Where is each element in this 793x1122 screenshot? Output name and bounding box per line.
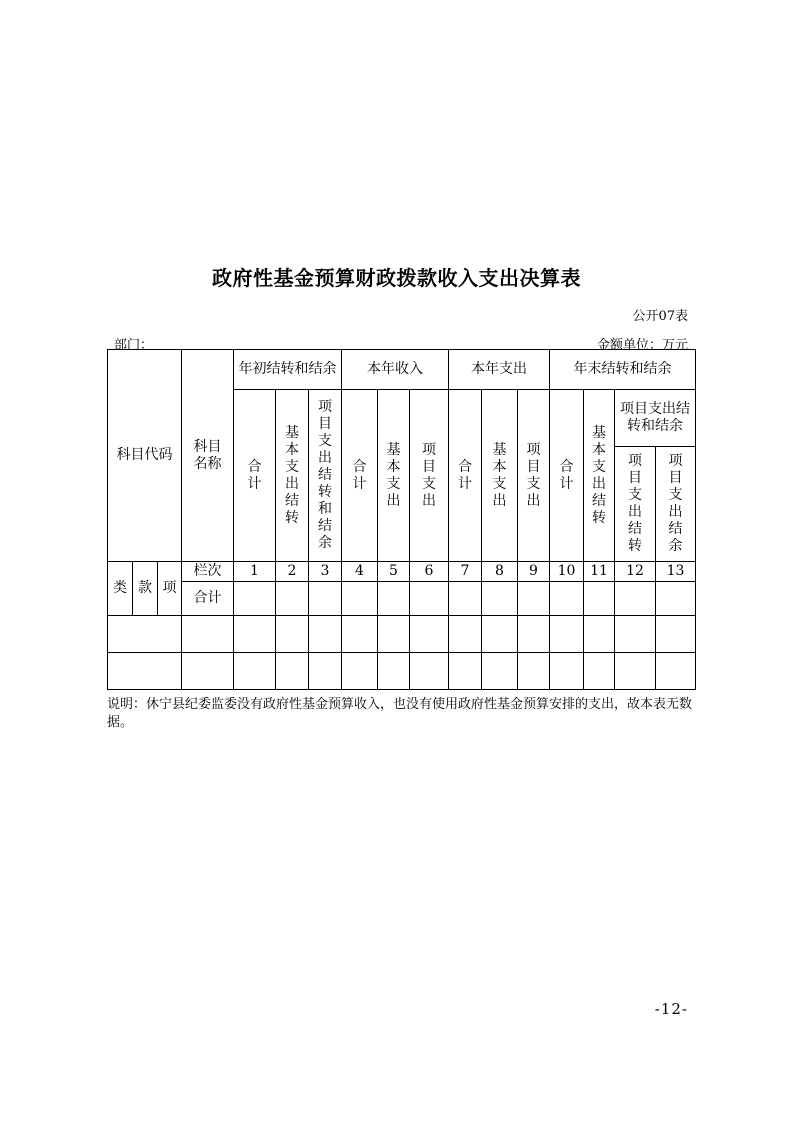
header-char: 转 — [318, 484, 332, 500]
column-number: 3 — [309, 562, 342, 582]
column-number: 10 — [550, 562, 584, 582]
header-char: 计 — [559, 475, 574, 492]
table-row — [108, 653, 696, 690]
table-cell — [518, 616, 550, 653]
header-char: 本 — [592, 441, 606, 458]
header-expense-basic — [482, 390, 518, 562]
header-char: 转 — [592, 509, 606, 526]
header-char: 出 — [628, 504, 642, 520]
header-char: 基 — [492, 441, 507, 458]
column-number: 5 — [378, 562, 410, 582]
header-char: 出 — [318, 450, 332, 466]
table-cell — [550, 582, 584, 616]
header-char: 结 — [318, 518, 332, 534]
header-begin-total — [234, 390, 276, 562]
header-subject-code: 科目代码 — [108, 350, 182, 562]
column-number-label: 栏次 — [182, 562, 234, 582]
header-char: 项 — [628, 453, 642, 469]
header-char: 支 — [668, 487, 683, 503]
table-cell — [449, 653, 482, 690]
header-char: 余 — [318, 535, 332, 551]
report-table — [107, 349, 696, 690]
table-cell — [378, 616, 410, 653]
total-row-label: 合计 — [182, 582, 234, 616]
header-char: 转 — [285, 509, 299, 526]
table-cell — [550, 653, 584, 690]
header-char: 基 — [386, 441, 401, 458]
header-income-basic — [378, 390, 410, 562]
department-label: 部门： — [114, 338, 154, 353]
header-char: 项 — [526, 441, 541, 458]
table-cell — [482, 616, 518, 653]
header-char: 结 — [668, 521, 683, 537]
column-number: 2 — [276, 562, 309, 582]
header-char: 和 — [318, 501, 332, 517]
table-cell — [234, 582, 276, 616]
header-char: 项 — [318, 399, 332, 415]
header-char: 支 — [526, 475, 541, 492]
header-char: 转 — [628, 538, 642, 554]
table-cell — [410, 653, 449, 690]
table-cell — [309, 582, 342, 616]
table-cell — [276, 616, 309, 653]
header-char: 基 — [285, 424, 299, 441]
header-end-balance: 年末结转和结余 — [550, 350, 696, 390]
header-char: 基 — [592, 424, 606, 441]
table-cell — [482, 653, 518, 690]
table-cell — [449, 616, 482, 653]
header-char: 出 — [592, 475, 606, 492]
header-income-project — [410, 390, 449, 562]
table-cell — [309, 616, 342, 653]
table-cell — [276, 653, 309, 690]
page-title: 政府性基金预算财政拨款收入支出决算表 — [212, 266, 581, 290]
header-char: 本 — [386, 458, 401, 475]
table-cell — [656, 653, 696, 690]
column-number: 13 — [656, 562, 696, 582]
table-cell — [615, 616, 656, 653]
header-char: 计 — [352, 475, 367, 492]
table-cell — [378, 653, 410, 690]
header-char: 支 — [386, 475, 401, 492]
table-cell — [108, 653, 182, 690]
page-number: -12- — [654, 1000, 688, 1018]
table-cell — [342, 653, 378, 690]
header-end-project-carry — [615, 447, 656, 562]
table-cell — [518, 582, 550, 616]
header-char: 结 — [318, 467, 332, 483]
table-cell — [276, 582, 309, 616]
header-char: 支 — [285, 458, 299, 475]
header-expense: 本年支出 — [449, 350, 550, 390]
header-char: 出 — [492, 492, 507, 509]
header-income: 本年收入 — [342, 350, 449, 390]
subject-name-line1: 科目 — [193, 438, 222, 455]
header-end-total — [550, 390, 584, 562]
header-char: 支 — [628, 487, 642, 503]
table-cell — [550, 616, 584, 653]
header-char: 支 — [492, 475, 507, 492]
header-char: 支 — [318, 433, 332, 449]
table-cell — [410, 616, 449, 653]
header-char: 出 — [422, 492, 436, 509]
header-char: 目 — [318, 416, 332, 432]
header-lei: 类 — [108, 562, 133, 616]
header-char: 出 — [526, 492, 541, 509]
header-expense-total — [449, 390, 482, 562]
column-number: 12 — [615, 562, 656, 582]
column-number: 8 — [482, 562, 518, 582]
table-cell — [309, 653, 342, 690]
header-char: 本 — [492, 458, 507, 475]
table-cell — [584, 653, 615, 690]
header-char: 出 — [386, 492, 401, 509]
table-row — [108, 616, 696, 653]
table-cell — [584, 616, 615, 653]
header-kuan: 款 — [133, 562, 158, 616]
amount-unit-label: 金额单位：万元 — [596, 338, 688, 353]
table-cell — [656, 616, 696, 653]
header-char: 目 — [628, 470, 642, 486]
header-char: 目 — [526, 458, 541, 475]
table-cell — [615, 582, 656, 616]
table-cell — [182, 653, 234, 690]
header-end-project-carry-balance: 项目支出结转和结余 — [615, 390, 696, 447]
header-char: 合 — [559, 458, 574, 475]
footnote: 说明：休宁县纪委监委没有政府性基金预算收入，也没有使用政府性基金预算安排的支出，故本表无数据。 — [107, 697, 693, 730]
table-cell — [234, 616, 276, 653]
header-char: 合 — [458, 458, 472, 475]
table-cell — [410, 582, 449, 616]
table-cell — [182, 616, 234, 653]
header-char: 结 — [285, 492, 299, 509]
header-expense-project — [518, 390, 550, 562]
form-number: 公开07表 — [632, 309, 688, 324]
column-number: 4 — [342, 562, 378, 582]
header-char: 结 — [628, 521, 642, 537]
table-cell — [584, 582, 615, 616]
header-char: 出 — [285, 475, 299, 492]
header-xiang: 项 — [158, 562, 182, 616]
header-char: 本 — [285, 441, 299, 458]
column-number: 1 — [234, 562, 276, 582]
header-begin-basic-carry — [276, 390, 309, 562]
table-cell — [342, 582, 378, 616]
table-cell — [378, 582, 410, 616]
header-subject-name — [182, 350, 234, 562]
header-begin-project-carry-balance — [309, 390, 342, 562]
subject-name-line2: 名称 — [193, 455, 222, 472]
header-char: 支 — [422, 475, 436, 492]
column-number: 11 — [584, 562, 615, 582]
table-cell — [615, 653, 656, 690]
header-char: 出 — [668, 504, 683, 520]
table-cell — [518, 653, 550, 690]
column-number: 7 — [449, 562, 482, 582]
header-char: 结 — [592, 492, 606, 509]
column-number: 9 — [518, 562, 550, 582]
header-income-total — [342, 390, 378, 562]
header-end-basic-carry — [584, 390, 615, 562]
table-cell — [342, 616, 378, 653]
header-char: 计 — [247, 475, 262, 492]
header-begin-balance: 年初结转和结余 — [234, 350, 342, 390]
header-char: 目 — [422, 458, 436, 475]
header-char: 支 — [592, 458, 606, 475]
table-cell — [656, 582, 696, 616]
table-cell — [234, 653, 276, 690]
header-char: 合 — [352, 458, 367, 475]
header-char: 计 — [458, 475, 472, 492]
header-char: 余 — [668, 538, 683, 554]
column-number: 6 — [410, 562, 449, 582]
header-char: 目 — [668, 470, 683, 486]
header-char: 项 — [422, 441, 436, 458]
table-cell — [482, 582, 518, 616]
header-end-project-balance — [656, 447, 696, 562]
table-cell — [108, 616, 182, 653]
header-char: 合 — [247, 458, 262, 475]
table-cell — [449, 582, 482, 616]
header-char: 项 — [668, 453, 683, 469]
